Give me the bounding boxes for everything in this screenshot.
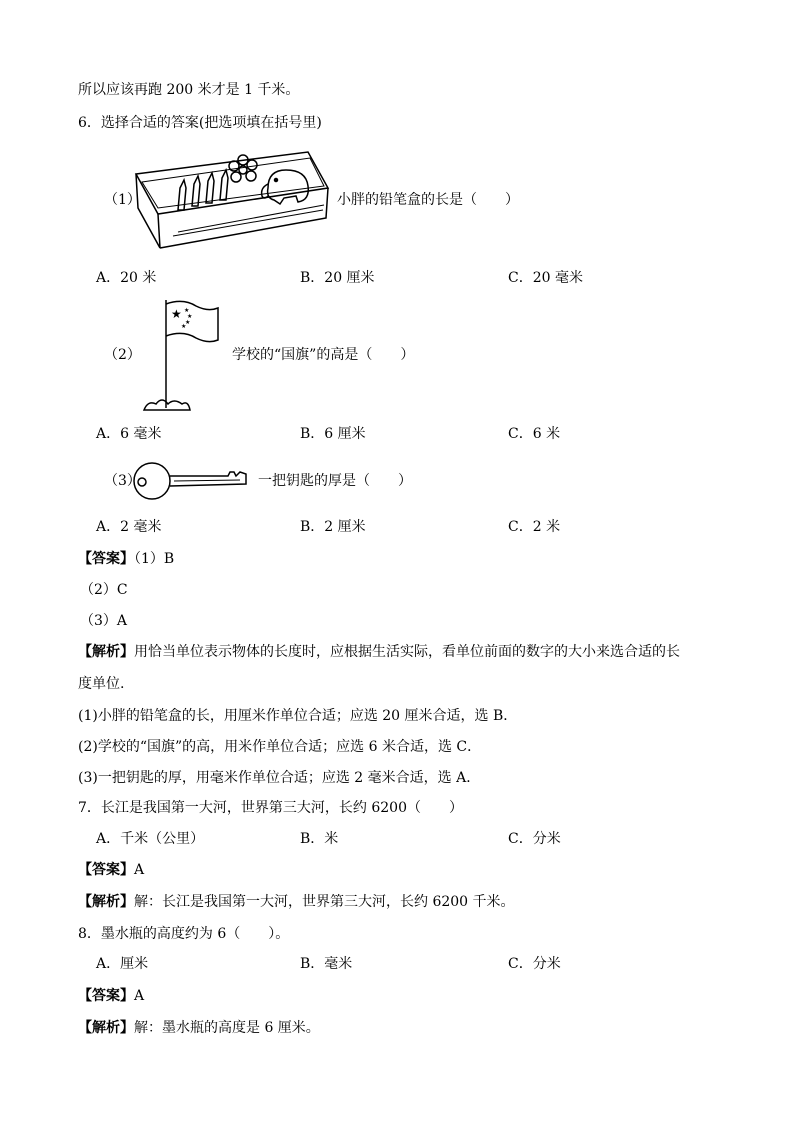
question-6-title: 6．选择合适的答案(把选项填在括号里) [78,115,322,131]
q6-1-option-a: A．20 米 [96,270,157,286]
q6-2-text: 学校的“国旗”的高是（ ） [232,347,415,363]
answer-tag: 【答案】 [78,988,134,1004]
q6-2-option-c: C．6 米 [508,426,561,442]
flag-image [138,296,222,416]
explanation-6-1: (1)小胖的铅笔盒的长，用厘米作单位合适；应选 20 厘米合适，选 B． [78,708,518,724]
explanation-7-line [78,892,515,912]
answer-8: A [134,988,145,1004]
q6-1-number: （1） [104,192,141,208]
explanation-tag: 【解析】 [78,894,134,910]
q7-option-a: A．千米（公里） [96,831,205,847]
explanation-6-3: (3)一把钥匙的厚，用毫米作单位合适；应选 2 毫米合适，选 A． [78,770,481,786]
q6-3-option-a: A．2 毫米 [96,519,162,535]
q7-option-b: B．米 [300,831,339,847]
answer-6-1: （1）B [134,551,175,567]
q6-1-option-c: C．20 毫米 [508,270,583,286]
answer-7: A [134,862,145,878]
explanation-6-text: 用恰当单位表示物体的长度时，应根据生活实际，看单位前面的数字的大小来选合适的长 [134,644,680,660]
text-line: 所以应该再跑 200 米才是 1 千米。 [78,82,300,98]
q6-3-option-c: C．2 米 [508,519,561,535]
q6-1-option-b: B．20 厘米 [300,270,375,286]
question-7-title: 7．长江是我国第一大河，世界第三大河，长约 6200（ ） [78,800,463,816]
svg-text:★: ★ [184,307,190,314]
question-8-title: 8．墨水瓶的高度约为 6（ ）。 [78,926,290,942]
explanation-6-2: (2)学校的“国旗”的高，用米作单位合适；应选 6 米合适，选 C． [78,739,482,755]
svg-text:★: ★ [185,319,191,326]
svg-text:★: ★ [181,323,187,330]
answer-tag: 【答案】 [78,862,134,878]
explanation-tag: 【解析】 [78,1020,134,1036]
q7-option-c: C．分米 [508,831,561,847]
q6-3-text: 一把钥匙的厚是（ ） [258,473,412,489]
svg-text:★: ★ [171,307,182,321]
explanation-6-text-cont: 度单位. [78,676,125,692]
q6-3-option-b: B．2 厘米 [300,519,366,535]
explanation-tag: 【解析】 [78,644,134,660]
answer-7-line [78,860,144,880]
explanation-8: 解：墨水瓶的高度是 6 厘米。 [134,1020,320,1036]
answer-6-2: （2）C [80,582,128,598]
q6-2-option-a: A．6 毫米 [96,426,162,442]
q8-option-b: B．毫米 [300,956,353,972]
answer-6-line [78,549,174,569]
q6-2-number: （2） [104,347,141,363]
answer-tag: 【答案】 [78,551,134,567]
pencil-box-image [128,148,333,253]
q6-2-option-b: B．6 厘米 [300,426,366,442]
q8-option-a: A．厘米 [96,956,149,972]
explanation-8-line [78,1018,320,1038]
q8-option-c: C．分米 [508,956,561,972]
key-image [130,460,250,502]
explanation-6-line [78,642,680,662]
explanation-7: 解：长江是我国第一大河，世界第三大河，长约 6200 千米。 [134,894,515,910]
answer-8-line [78,986,144,1006]
answer-6-3: （3）A [80,613,128,629]
svg-text:★: ★ [187,313,193,320]
q6-1-text: 小胖的铅笔盒的长是（ ） [337,192,519,208]
q6-3-number: （3） [104,473,141,489]
